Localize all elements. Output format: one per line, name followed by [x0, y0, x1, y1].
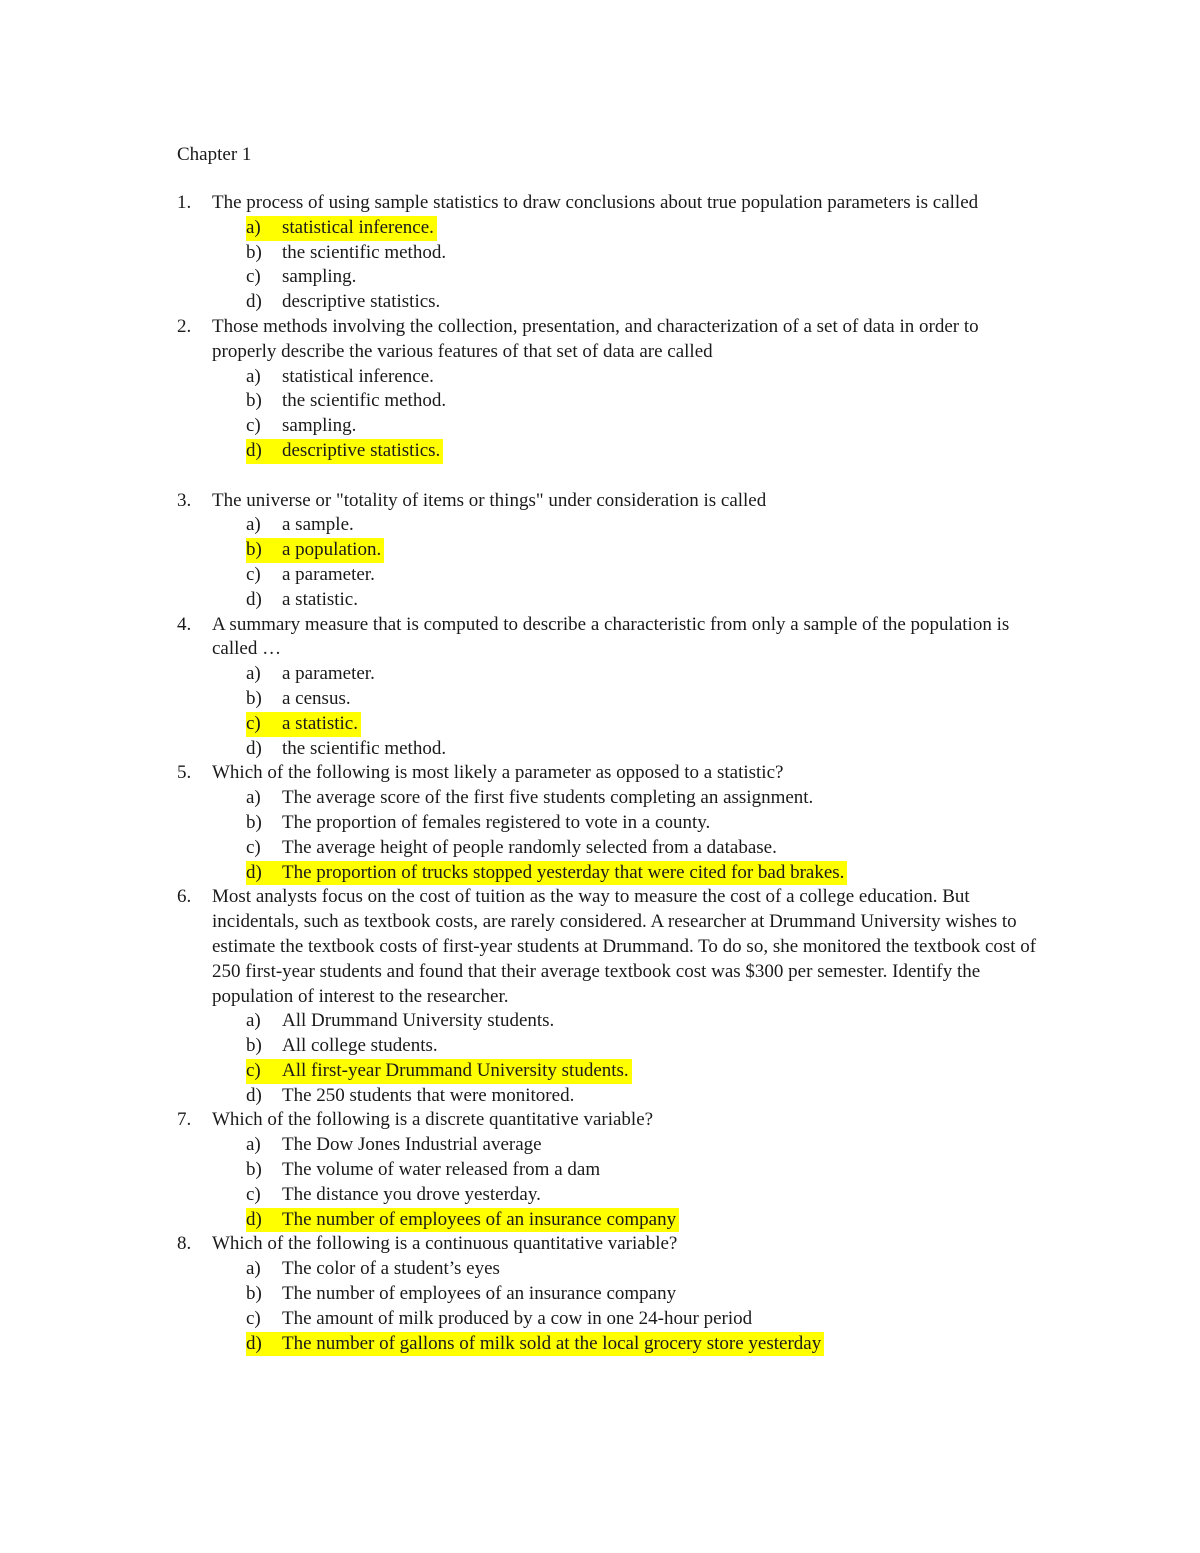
question-text: Which of the following is a continuous quantitative variable?	[212, 1233, 678, 1255]
answer-content	[246, 414, 359, 439]
answer-option	[0, 1282, 1200, 1307]
option-letter: d)	[246, 1332, 262, 1354]
answer-content	[246, 241, 449, 266]
answer-content	[246, 662, 378, 687]
answer-content	[246, 365, 437, 390]
option-letter: a)	[246, 663, 261, 685]
option-text: a statistic.	[282, 588, 358, 610]
answer-option	[0, 1084, 1200, 1109]
answer-content	[246, 1257, 503, 1282]
option-text: The average score of the first five students completing an assignment.	[282, 787, 814, 809]
question-number: 4.	[177, 613, 192, 635]
chapter-title: Chapter 1	[177, 144, 252, 165]
highlighted-answer	[246, 1332, 824, 1357]
question-number: 6.	[177, 886, 192, 908]
answer-options	[0, 1009, 1200, 1108]
question-list	[0, 191, 1200, 1356]
question-number: 2.	[177, 315, 192, 337]
option-text: descriptive statistics.	[282, 439, 441, 461]
question-item	[0, 315, 1200, 464]
answer-option	[0, 588, 1200, 613]
answer-option	[0, 439, 1200, 464]
option-letter: a)	[246, 1010, 261, 1032]
question-number: 7.	[177, 1109, 192, 1131]
option-text: The number of employees of an insurance company	[282, 1283, 677, 1305]
answer-options	[0, 513, 1200, 612]
answer-content	[246, 1307, 755, 1332]
option-text: The Dow Jones Industrial average	[282, 1134, 542, 1156]
option-letter: a)	[246, 216, 261, 238]
highlighted-answer	[246, 216, 437, 241]
question-item	[0, 1232, 1200, 1356]
option-text: The color of a student’s eyes	[282, 1258, 500, 1280]
option-text: The amount of milk produced by a cow in one 24-hour period	[282, 1307, 753, 1329]
option-letter: c)	[246, 712, 261, 734]
option-letter: a)	[246, 1134, 261, 1156]
answer-content	[246, 836, 780, 861]
answer-content	[246, 811, 713, 836]
option-letter: d)	[246, 291, 262, 313]
option-letter: d)	[246, 588, 262, 610]
answer-option	[0, 1257, 1200, 1282]
option-letter: c)	[246, 563, 261, 585]
answer-option	[0, 712, 1200, 737]
option-letter: a)	[246, 787, 261, 809]
answer-option	[0, 216, 1200, 241]
option-letter: d)	[246, 861, 262, 883]
answer-option	[0, 290, 1200, 315]
answer-content	[246, 687, 354, 712]
highlighted-answer	[246, 1059, 632, 1084]
option-letter: a)	[246, 1258, 261, 1280]
question-item	[0, 613, 1200, 762]
question-item	[0, 191, 1200, 315]
answer-options	[0, 216, 1200, 315]
question-item	[0, 489, 1200, 613]
option-text: The proportion of females registered to vote in a county.	[282, 811, 711, 833]
question-text: The universe or "totality of items or things" under consideration is called	[212, 489, 767, 511]
answer-option	[0, 1208, 1200, 1233]
answer-options	[0, 365, 1200, 464]
answer-option	[0, 265, 1200, 290]
option-text: The distance you drove yesterday.	[282, 1183, 541, 1205]
answer-option	[0, 737, 1200, 762]
highlighted-answer	[246, 1208, 679, 1233]
answer-option	[0, 1034, 1200, 1059]
highlighted-answer	[246, 861, 847, 886]
option-letter: b)	[246, 539, 262, 561]
answer-content	[246, 265, 359, 290]
answer-options	[0, 1133, 1200, 1232]
answer-option	[0, 861, 1200, 886]
option-letter: a)	[246, 365, 261, 387]
question-text: A summary measure that is computed to describe a characteristic from only a sample of the population is called …	[212, 613, 1010, 660]
answer-content	[246, 290, 443, 315]
option-letter: b)	[246, 1283, 262, 1305]
answer-options	[0, 786, 1200, 885]
highlighted-answer	[246, 538, 384, 563]
option-text: a population.	[282, 539, 382, 561]
answer-option	[0, 365, 1200, 390]
option-letter: c)	[246, 836, 261, 858]
answer-option	[0, 1133, 1200, 1158]
option-text: The proportion of trucks stopped yesterday that were cited for bad brakes.	[282, 861, 845, 883]
option-letter: b)	[246, 811, 262, 833]
option-text: The 250 students that were monitored.	[282, 1084, 575, 1106]
answer-option	[0, 563, 1200, 588]
question-text: Which of the following is a discrete quantitative variable?	[212, 1109, 654, 1131]
answer-option	[0, 389, 1200, 414]
option-letter: c)	[246, 415, 261, 437]
answer-content	[246, 1282, 679, 1307]
answer-content	[246, 389, 449, 414]
question-number: 8.	[177, 1233, 192, 1255]
option-text: sampling.	[282, 266, 357, 288]
option-text: The volume of water released from a dam	[282, 1159, 601, 1181]
option-letter: b)	[246, 241, 262, 263]
question-number: 5.	[177, 762, 192, 784]
question-text: The process of using sample statistics to draw conclusions about true population parameters is called	[212, 192, 979, 213]
answer-content	[246, 786, 816, 811]
option-text: the scientific method.	[282, 737, 447, 759]
question-item	[0, 885, 1200, 1108]
highlighted-answer	[246, 439, 443, 464]
answer-option	[0, 1307, 1200, 1332]
question-number: 3.	[177, 489, 192, 511]
answer-option	[0, 811, 1200, 836]
option-text: a parameter.	[282, 663, 375, 685]
answer-content	[246, 588, 361, 613]
question-item	[0, 1108, 1200, 1232]
answer-option	[0, 1332, 1200, 1357]
answer-content	[246, 737, 449, 762]
answer-option	[0, 241, 1200, 266]
option-letter: b)	[246, 390, 262, 412]
answer-content	[246, 513, 357, 538]
answer-option	[0, 1158, 1200, 1183]
question-text: Most analysts focus on the cost of tuition as the way to measure the cost of a college education. But incidentals, such as textbook costs, are rarely considered. A researcher at Drummand University wishes to estimate the textbook costs of first-year students at Drummand. To do so, she monitored the textbook cost of 250 first-year students and found that their average textbook cost was $300 per semester. Identify the population of interest to the researcher.	[212, 886, 1037, 1007]
answer-option	[0, 786, 1200, 811]
answer-content	[246, 1034, 441, 1059]
answer-content	[246, 1183, 544, 1208]
option-text: a sample.	[282, 514, 354, 536]
option-letter: b)	[246, 1035, 262, 1057]
option-text: a census.	[282, 687, 351, 709]
answer-content	[246, 1009, 557, 1034]
option-text: All Drummand University students.	[282, 1010, 555, 1032]
option-text: statistical inference.	[282, 365, 434, 387]
option-text: descriptive statistics.	[282, 291, 441, 313]
option-text: a parameter.	[282, 563, 375, 585]
answer-options	[0, 1257, 1200, 1356]
option-letter: a)	[246, 514, 261, 536]
option-text: the scientific method.	[282, 390, 447, 412]
question-text: Which of the following is most likely a parameter as opposed to a statistic?	[212, 762, 784, 784]
option-letter: b)	[246, 687, 262, 709]
option-letter: d)	[246, 737, 262, 759]
option-letter: c)	[246, 1059, 261, 1081]
option-letter: b)	[246, 1159, 262, 1181]
answer-option	[0, 662, 1200, 687]
answer-option	[0, 1009, 1200, 1034]
highlighted-answer	[246, 712, 361, 737]
answer-option	[0, 513, 1200, 538]
option-text: The average height of people randomly selected from a database.	[282, 836, 777, 858]
option-text: All first-year Drummand University students.	[282, 1059, 629, 1081]
answer-option	[0, 1059, 1200, 1084]
option-letter: c)	[246, 1183, 261, 1205]
option-letter: d)	[246, 1084, 262, 1106]
option-text: statistical inference.	[282, 216, 434, 238]
answer-option	[0, 1183, 1200, 1208]
answer-content	[246, 1084, 577, 1109]
answer-options	[0, 662, 1200, 761]
option-text: a statistic.	[282, 712, 358, 734]
question-text: Those methods involving the collection, presentation, and characterization of a set of data in order to properly describe the various features of that set of data are called	[212, 315, 979, 362]
answer-content	[246, 563, 378, 588]
option-text: The number of gallons of milk sold at the local grocery store yesterday	[282, 1332, 822, 1354]
option-letter: c)	[246, 1307, 261, 1329]
answer-option	[0, 414, 1200, 439]
option-text: the scientific method.	[282, 241, 447, 263]
option-letter: d)	[246, 439, 262, 461]
option-text: sampling.	[282, 415, 357, 437]
question-item	[0, 761, 1200, 885]
answer-content	[246, 1158, 603, 1183]
answer-content	[246, 1133, 545, 1158]
option-text: All college students.	[282, 1035, 438, 1057]
option-letter: d)	[246, 1208, 262, 1230]
option-letter: c)	[246, 266, 261, 288]
answer-option	[0, 836, 1200, 861]
question-number: 1.	[177, 192, 192, 213]
answer-option	[0, 687, 1200, 712]
answer-option	[0, 538, 1200, 563]
option-text: The number of employees of an insurance company	[282, 1208, 677, 1230]
